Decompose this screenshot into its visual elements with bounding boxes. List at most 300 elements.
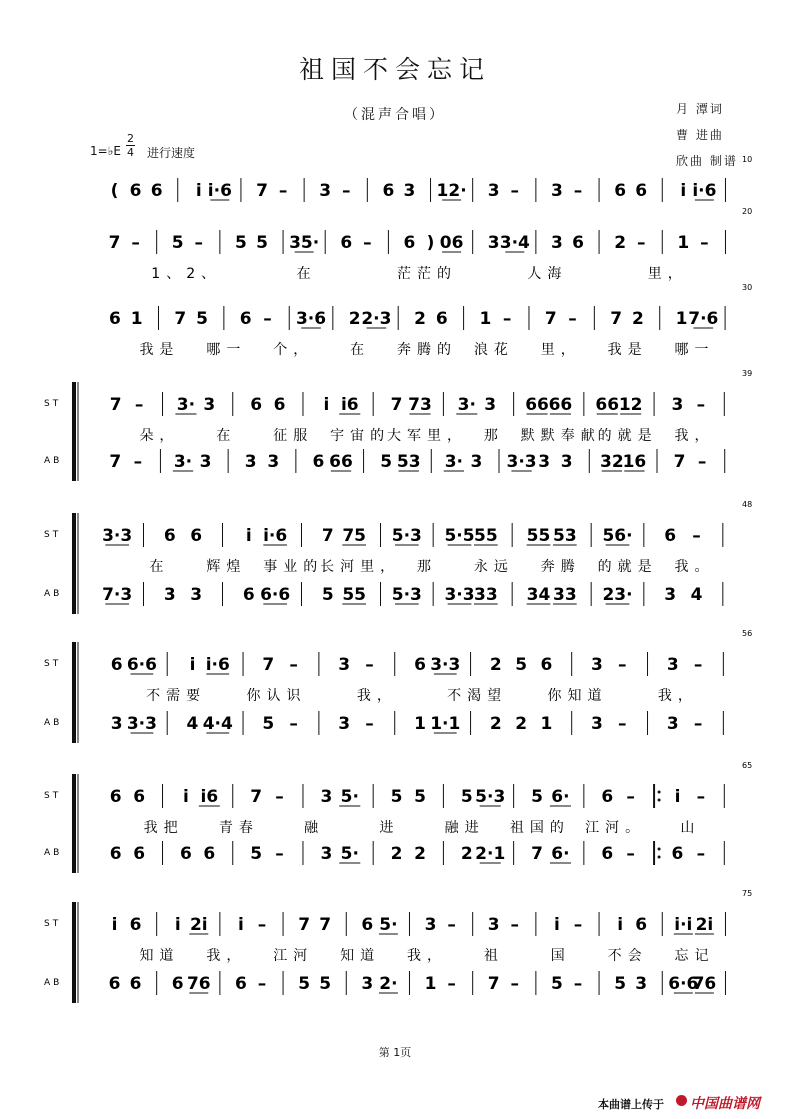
note: 3 bbox=[320, 844, 333, 864]
lyric-word: 的就是 bbox=[597, 559, 658, 575]
note: – bbox=[510, 915, 520, 935]
lyric-word: 江河 bbox=[273, 948, 314, 964]
lyric-word: 1、2、 bbox=[151, 266, 222, 282]
note: – bbox=[573, 181, 583, 201]
note: 5 bbox=[319, 974, 332, 994]
note: 6 bbox=[180, 844, 192, 864]
measure-number: 39 bbox=[742, 369, 753, 378]
system-bracket bbox=[72, 513, 76, 614]
note: 5 bbox=[298, 974, 311, 994]
note: – bbox=[447, 974, 456, 994]
note: 3·3 bbox=[102, 526, 133, 546]
note: 5 bbox=[390, 787, 403, 807]
note: 6 bbox=[239, 309, 252, 329]
note: i bbox=[323, 395, 330, 415]
note: ) bbox=[426, 233, 435, 253]
note: 3 bbox=[361, 974, 374, 994]
note: – bbox=[278, 181, 288, 201]
note: 2i bbox=[695, 915, 714, 935]
note: 6 bbox=[163, 526, 176, 546]
lyric-word: 默默奉献 bbox=[520, 428, 601, 444]
note: 7 bbox=[390, 395, 403, 415]
note: 3· bbox=[444, 452, 464, 472]
note: – bbox=[275, 844, 284, 864]
note: 6 bbox=[129, 181, 142, 201]
note: 3 bbox=[163, 585, 176, 605]
repeat-dot bbox=[658, 856, 661, 859]
note: i bbox=[111, 915, 118, 935]
part-label: AB bbox=[44, 589, 63, 599]
note: 7 bbox=[531, 844, 543, 864]
note: – bbox=[365, 714, 374, 734]
note: 3 bbox=[671, 395, 684, 415]
tempo-marking: 进行速度 bbox=[147, 146, 196, 160]
note: 4 bbox=[186, 714, 199, 734]
note: 4·4 bbox=[202, 714, 233, 734]
lyric-word: 你知道 bbox=[547, 688, 608, 704]
composer-credit: 曹 进曲 bbox=[676, 128, 724, 142]
note: 3 bbox=[338, 655, 351, 675]
note: 2 bbox=[632, 309, 644, 329]
note: 5 bbox=[256, 233, 268, 253]
note: 3 bbox=[338, 714, 351, 734]
note: – bbox=[697, 452, 707, 472]
note: 5 bbox=[250, 844, 263, 864]
note: 16 bbox=[622, 452, 647, 472]
lyric-word: 知道 bbox=[139, 948, 180, 964]
part-label: ST bbox=[44, 399, 62, 409]
note: 3· bbox=[457, 395, 476, 415]
note: 5·3 bbox=[391, 526, 422, 546]
note: 7 bbox=[262, 655, 275, 675]
note: – bbox=[365, 655, 374, 675]
lyric-word: 朵， bbox=[139, 428, 180, 444]
note: 3 bbox=[635, 974, 648, 994]
note: i bbox=[617, 915, 624, 935]
note: 6 bbox=[273, 395, 286, 415]
note: 6 bbox=[614, 181, 627, 201]
note: 3 bbox=[666, 714, 679, 734]
note: 66 bbox=[595, 395, 620, 415]
lyric-word: 在 bbox=[350, 342, 371, 358]
note: – bbox=[342, 181, 351, 201]
note: 1 bbox=[130, 309, 143, 329]
note: 6 bbox=[312, 452, 325, 472]
note: 3· bbox=[173, 452, 193, 472]
note: 6 bbox=[133, 844, 146, 864]
note: 6· bbox=[551, 787, 570, 807]
lyric-word: 祖国的 bbox=[509, 820, 570, 836]
lyric-word: 在 bbox=[149, 559, 170, 575]
site-name: 中国曲谱网 bbox=[690, 1096, 760, 1112]
lyric-word: 我， bbox=[206, 948, 247, 964]
note: 7 bbox=[298, 915, 311, 935]
note: – bbox=[573, 915, 583, 935]
lyric-word: 里， bbox=[647, 266, 688, 282]
note: 3 bbox=[560, 452, 573, 472]
lyric-word: 永远 bbox=[473, 559, 514, 575]
note: – bbox=[194, 233, 204, 253]
note: 6 bbox=[340, 233, 353, 253]
note: 7·3 bbox=[102, 585, 133, 605]
note: 3 bbox=[267, 452, 280, 472]
note: 3·3 bbox=[430, 655, 461, 675]
note: 3 bbox=[487, 915, 500, 935]
note: 6 bbox=[671, 844, 684, 864]
note: 5 bbox=[321, 585, 334, 605]
note: 6 bbox=[664, 526, 677, 546]
note: 66 bbox=[525, 395, 549, 415]
note: – bbox=[696, 395, 706, 415]
note: 5 bbox=[414, 787, 426, 807]
note: 1 bbox=[479, 309, 492, 329]
note: 6 bbox=[109, 787, 122, 807]
note: 33 bbox=[473, 585, 498, 605]
note: 6 bbox=[382, 181, 395, 201]
repeat-dot bbox=[658, 848, 661, 851]
note: – bbox=[693, 714, 703, 734]
note: 5 bbox=[235, 233, 247, 253]
note: i·6 bbox=[263, 526, 288, 546]
note: 7 bbox=[109, 452, 122, 472]
note: 6 bbox=[572, 233, 584, 253]
time-sig-bottom: 4 bbox=[127, 146, 134, 159]
note: i bbox=[238, 915, 244, 935]
note: 75 bbox=[342, 526, 367, 546]
lyric-word: 融进 bbox=[444, 820, 485, 836]
note: 3 bbox=[190, 585, 203, 605]
note: 3 bbox=[470, 452, 483, 472]
note: 3 bbox=[591, 655, 603, 675]
note: 2 bbox=[460, 844, 473, 864]
note: 6 bbox=[203, 844, 216, 864]
note: 6·6 bbox=[668, 974, 699, 994]
note: 5·3 bbox=[475, 787, 506, 807]
note: 5 bbox=[380, 452, 393, 472]
note: – bbox=[636, 233, 646, 253]
note: 06 bbox=[439, 233, 464, 253]
part-label: AB bbox=[44, 456, 63, 466]
note: 6 bbox=[150, 181, 163, 201]
note: i6 bbox=[340, 395, 359, 415]
site-logo-icon bbox=[676, 1095, 687, 1106]
note: – bbox=[626, 787, 635, 807]
note: i·i bbox=[674, 915, 693, 935]
lyric-word: 山 bbox=[680, 820, 701, 836]
key-signature: 1=♭E bbox=[90, 144, 121, 158]
lyric-word: 浪花 bbox=[473, 342, 514, 358]
note: 3 bbox=[591, 714, 603, 734]
note: 3·3 bbox=[444, 585, 475, 605]
note: 12· bbox=[436, 181, 467, 201]
note: i bbox=[554, 915, 560, 935]
system-bracket bbox=[72, 902, 76, 1003]
lyric-word: 我， bbox=[657, 688, 698, 704]
note: 6 bbox=[601, 844, 614, 864]
lyric-word: 知道 bbox=[340, 948, 381, 964]
lyric-word: 里， bbox=[540, 342, 581, 358]
note: – bbox=[626, 844, 635, 864]
note: 34 bbox=[526, 585, 551, 605]
system-bracket bbox=[72, 382, 76, 481]
note: – bbox=[617, 714, 627, 734]
note: 5 bbox=[614, 974, 627, 994]
repeat-dot bbox=[658, 799, 661, 802]
note: – bbox=[568, 309, 577, 329]
note: 6 bbox=[414, 655, 426, 675]
note: i bbox=[183, 787, 189, 807]
note: 3·3 bbox=[506, 452, 537, 472]
note: – bbox=[289, 655, 298, 675]
note: 3·6 bbox=[295, 309, 327, 329]
transcriber-credit: 欣曲 制谱 bbox=[676, 154, 738, 168]
note: 6· bbox=[551, 844, 570, 864]
note: 3 bbox=[538, 452, 551, 472]
measure-number: 65 bbox=[742, 761, 753, 770]
note: 32 bbox=[600, 452, 624, 472]
note: – bbox=[289, 714, 298, 734]
note: 2 bbox=[489, 714, 502, 734]
note: 6 bbox=[601, 787, 614, 807]
note: 55 bbox=[526, 526, 551, 546]
measure-number: 30 bbox=[742, 283, 753, 292]
note: 6 bbox=[435, 309, 448, 329]
lyric-word: 我是 bbox=[607, 342, 648, 358]
lyric-word: 在 bbox=[216, 428, 237, 444]
song-title: 祖国不会忘记 bbox=[298, 55, 491, 84]
note: 3· bbox=[176, 395, 196, 415]
note: 1 bbox=[414, 714, 426, 734]
note: 1 bbox=[675, 309, 688, 329]
note: 7 bbox=[250, 787, 263, 807]
note: 6·6 bbox=[126, 655, 157, 675]
note: – bbox=[700, 233, 709, 253]
note: – bbox=[134, 395, 144, 415]
lyric-word: 青春 bbox=[218, 820, 259, 836]
note: 55 bbox=[342, 585, 367, 605]
note: 7 bbox=[109, 395, 122, 415]
note: 6 bbox=[361, 915, 374, 935]
note: i bbox=[245, 526, 252, 546]
note: 3 bbox=[487, 181, 500, 201]
measure-number: 20 bbox=[742, 207, 753, 216]
lyric-word: 进 bbox=[379, 820, 400, 836]
note: 6 bbox=[108, 309, 121, 329]
note: 5 bbox=[262, 714, 275, 734]
note: – bbox=[510, 974, 520, 994]
note: 33 bbox=[552, 585, 577, 605]
part-label: ST bbox=[44, 791, 62, 801]
lyric-word: 的就是 bbox=[597, 428, 658, 444]
lyric-word: 江河。 bbox=[585, 820, 646, 836]
note: 23· bbox=[602, 585, 633, 605]
lyric-word: 长河里， bbox=[320, 559, 401, 575]
note: 7 bbox=[319, 915, 332, 935]
note: i bbox=[174, 915, 181, 935]
note: i6 bbox=[200, 787, 219, 807]
note: 7 bbox=[673, 452, 686, 472]
note: 6 bbox=[250, 395, 263, 415]
note: – bbox=[692, 526, 701, 546]
lyric-word: 我是 bbox=[139, 342, 180, 358]
note: – bbox=[363, 233, 372, 253]
note: 2 bbox=[489, 655, 502, 675]
lyricist-credit: 月 潭词 bbox=[676, 102, 724, 116]
note: 5· bbox=[340, 844, 359, 864]
note: – bbox=[257, 915, 267, 935]
part-label: AB bbox=[44, 978, 63, 988]
lyric-word: 我把 bbox=[143, 820, 184, 836]
note: 3·3 bbox=[126, 714, 157, 734]
lyric-word: 国 bbox=[550, 948, 571, 964]
part-label: AB bbox=[44, 848, 63, 858]
note: 3 bbox=[199, 452, 212, 472]
song-subtitle: （混声合唱） bbox=[344, 107, 446, 123]
note: 3 bbox=[551, 181, 563, 201]
note: 56· bbox=[602, 526, 633, 546]
note: – bbox=[133, 452, 143, 472]
note: 7 bbox=[487, 974, 500, 994]
note: i bbox=[674, 787, 681, 807]
measure-number: 10 bbox=[742, 155, 753, 164]
note: 5· bbox=[340, 787, 359, 807]
note: i bbox=[189, 655, 196, 675]
note: – bbox=[693, 655, 703, 675]
note: – bbox=[696, 844, 706, 864]
system-bracket bbox=[72, 774, 76, 873]
note: 6 bbox=[635, 915, 648, 935]
note: 6 bbox=[171, 974, 184, 994]
note: 5 bbox=[196, 309, 208, 329]
lyric-word: 大军里， bbox=[387, 428, 467, 444]
lyric-word: 那 bbox=[417, 559, 437, 575]
note: 2 bbox=[515, 714, 528, 734]
note: 6 bbox=[540, 655, 553, 675]
lyric-word: 不会 bbox=[607, 948, 648, 964]
note: 3 bbox=[664, 585, 677, 605]
note: 4 bbox=[690, 585, 703, 605]
note: 6 bbox=[129, 974, 142, 994]
note: 7 bbox=[610, 309, 623, 329]
note: 7·6 bbox=[688, 309, 719, 329]
note: 73 bbox=[408, 395, 432, 415]
note: 7 bbox=[544, 309, 557, 329]
note: – bbox=[573, 974, 583, 994]
note: 6 bbox=[108, 974, 121, 994]
lyric-word: 茫茫的 bbox=[397, 266, 457, 282]
note: 7 bbox=[321, 526, 334, 546]
lyric-word: 奔腾的 bbox=[397, 342, 457, 358]
part-label: ST bbox=[44, 659, 62, 669]
lyric-word: 我。 bbox=[674, 559, 715, 575]
note: – bbox=[131, 233, 140, 253]
note: 2· bbox=[379, 974, 398, 994]
note: 6 bbox=[129, 915, 142, 935]
lyric-word: 不渴望 bbox=[447, 688, 508, 704]
lyric-word: 奔腾 bbox=[540, 559, 581, 575]
lyric-word: 个， bbox=[273, 342, 314, 358]
note: 76 bbox=[692, 974, 717, 994]
note: 3 bbox=[203, 395, 216, 415]
lyric-word: 我， bbox=[407, 948, 447, 964]
note: 35· bbox=[289, 233, 320, 253]
note: 76 bbox=[186, 974, 211, 994]
lyric-word: 哪一 bbox=[206, 342, 247, 358]
note: 6 bbox=[635, 181, 648, 201]
note: – bbox=[502, 309, 512, 329]
note: 3 bbox=[244, 452, 257, 472]
note: i·6 bbox=[205, 655, 230, 675]
measure-number: 75 bbox=[742, 889, 753, 898]
note: 3·4 bbox=[499, 233, 530, 253]
part-label: AB bbox=[44, 718, 63, 728]
note: 2 bbox=[348, 309, 361, 329]
note: 66 bbox=[329, 452, 353, 472]
note: i·6 bbox=[692, 181, 717, 201]
lyric-word: 辉煌 bbox=[206, 559, 247, 575]
measure-number: 56 bbox=[742, 629, 753, 638]
lyric-word: 宇宙的 bbox=[330, 428, 391, 444]
note: 3 bbox=[487, 233, 500, 253]
note: 2·1 bbox=[475, 844, 506, 864]
note: – bbox=[263, 309, 272, 329]
note: 5 bbox=[515, 655, 528, 675]
note: 3 bbox=[319, 181, 332, 201]
note: 2 bbox=[414, 844, 426, 864]
note: 5 bbox=[531, 787, 543, 807]
note: – bbox=[447, 915, 456, 935]
note: – bbox=[510, 181, 520, 201]
note: 6 bbox=[242, 585, 255, 605]
upload-text: 本曲谱上传于 bbox=[598, 1098, 664, 1111]
note: 3 bbox=[551, 233, 563, 253]
note: 1 bbox=[540, 714, 553, 734]
note: 7 bbox=[108, 233, 121, 253]
note: 2·3 bbox=[361, 309, 392, 329]
lyric-word: 忘记 bbox=[674, 948, 715, 964]
note: 6 bbox=[235, 974, 247, 994]
lyric-word: 我， bbox=[356, 688, 397, 704]
note: i bbox=[195, 181, 202, 201]
note: 3 bbox=[666, 655, 679, 675]
note: – bbox=[275, 787, 284, 807]
note: 5· bbox=[379, 915, 398, 935]
note: – bbox=[617, 655, 627, 675]
note: 7 bbox=[174, 309, 187, 329]
note: 53 bbox=[552, 526, 577, 546]
note: 6 bbox=[109, 844, 122, 864]
lyric-word: 人海 bbox=[527, 266, 568, 282]
note: ( bbox=[110, 181, 119, 201]
note: 5 bbox=[460, 787, 473, 807]
note: 2 bbox=[414, 309, 426, 329]
note: 3 bbox=[403, 181, 416, 201]
lyric-word: 事业的 bbox=[263, 559, 324, 575]
page-number: 第 1页 bbox=[378, 1046, 412, 1059]
repeat-dot bbox=[658, 791, 661, 794]
measure-number: 48 bbox=[742, 500, 753, 509]
note: 5 bbox=[551, 974, 563, 994]
note: 3 bbox=[424, 915, 437, 935]
note: 5·3 bbox=[391, 585, 422, 605]
note: 6 bbox=[133, 787, 146, 807]
note: 53 bbox=[396, 452, 421, 472]
lyric-word: 祖 bbox=[483, 948, 504, 964]
note: 5·5 bbox=[444, 526, 475, 546]
note: i·6 bbox=[207, 181, 232, 201]
lyric-word: 你认识 bbox=[246, 688, 307, 704]
note: 3 bbox=[320, 787, 333, 807]
